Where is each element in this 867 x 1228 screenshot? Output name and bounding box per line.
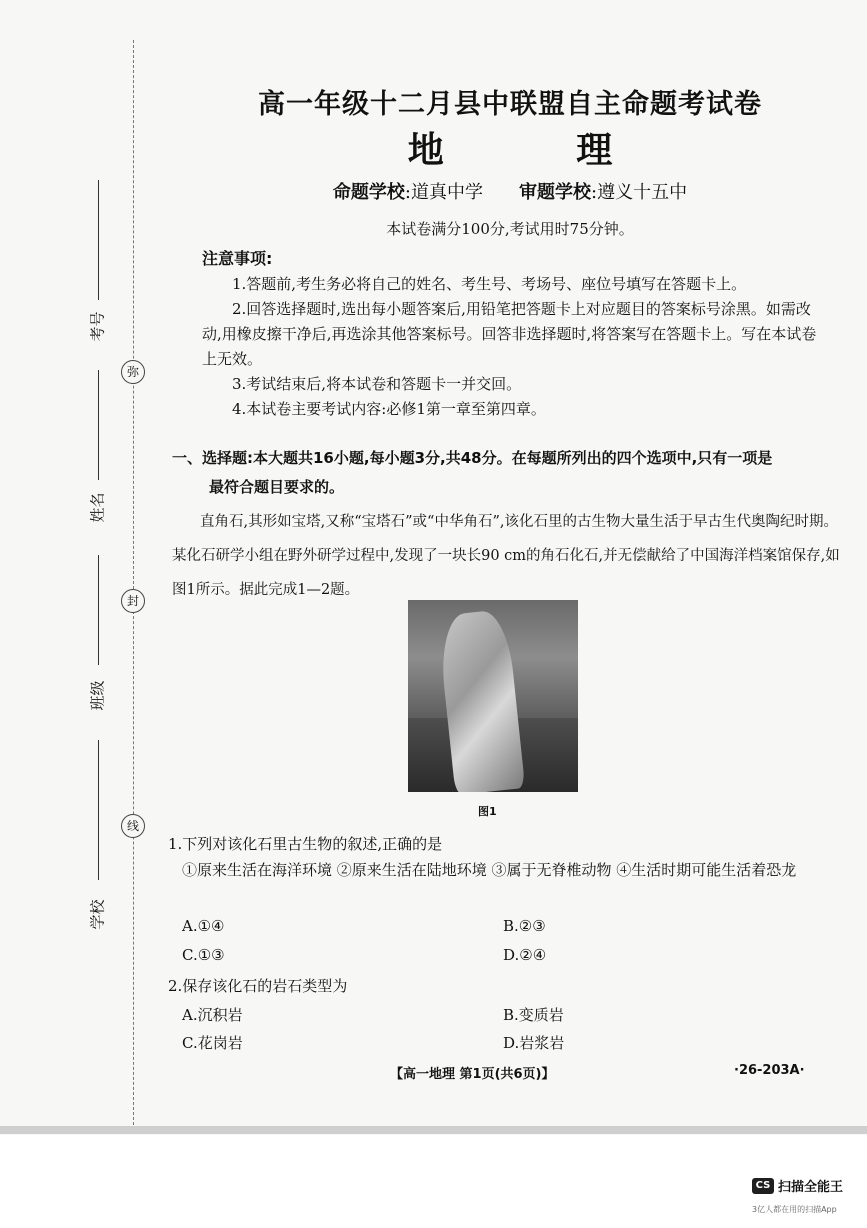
notice-item-1: 1.答题前,考生务必将自己的姓名、考生号、考场号、座位号填写在答题卡上。 — [232, 275, 747, 293]
question-1-option-d: D.②④ — [503, 946, 547, 964]
name-field — [98, 370, 99, 480]
reviewer-label: 审题学校 — [519, 182, 591, 203]
class-label: 班级 — [88, 680, 107, 711]
setter-label: 命题学校 — [332, 182, 405, 203]
camscanner-logo-icon: CS — [752, 1178, 774, 1194]
question-1-option-a: A.①④ — [182, 917, 225, 935]
notice-item-2: 2.回答选择题时,选出每小题答案后,用铅笔把答题卡上对应题目的答案标号涂黑。如需改动,用橡皮擦干净后,再选涂其他答案标号。回答非选择题时,将答案写在答题卡上。写在本试卷上无效。 — [202, 300, 817, 368]
question-2-option-c: C.花岗岩 — [182, 1034, 243, 1052]
question-2-option-a: A.沉积岩 — [182, 1006, 243, 1024]
notice-title: 注意事项: — [202, 249, 273, 268]
full-score-note: 本试卷满分100分,考试用时75分钟。 — [386, 220, 634, 238]
setter-school: :道真中学 — [404, 182, 483, 203]
school-label: 学校 — [88, 899, 107, 930]
section-heading — [172, 444, 840, 502]
exam-no-label: 考号 — [88, 311, 107, 342]
question-2-option-d: D.岩浆岩 — [503, 1034, 565, 1052]
exam-no-field — [98, 180, 99, 300]
seal-char-feng: 封 — [121, 589, 145, 613]
reading-passage: 直角石,其形如宝塔,又称“宝塔石”或“中华角石”,该化石里的古生物大量生活于早古生代奥陶纪时期。某化石研学小组在野外研学过程中,发现了一块长90 cm的角石化石,并无偿献给了中国海洋档案馆保存,如图1所示。据此完成1—2题。 — [172, 514, 840, 598]
school-field — [98, 740, 99, 880]
notice-item-4: 4.本试卷主要考试内容:必修1第一章至第四章。 — [232, 400, 546, 418]
name-label: 姓名 — [88, 492, 107, 523]
question-1-stem: 1.下列对该化石里古生物的叙述,正确的是 — [168, 835, 443, 853]
fossil-photo — [408, 600, 578, 792]
class-field — [98, 555, 99, 665]
question-2-stem: 2.保存该化石的岩石类型为 — [168, 977, 348, 995]
notice-item-3: 3.考试结束后,将本试卷和答题卡一并交回。 — [232, 375, 522, 393]
question-1-option-b: B.②③ — [503, 917, 546, 935]
section-heading-line1: 一、选择题:本大题共16小题,每小题3分,共48分。在每题所列出的四个选项中,只有一项是 — [172, 449, 773, 467]
school-info — [150, 178, 867, 204]
scanner-app-name: 扫描全能王 — [778, 1180, 844, 1195]
question-1-statements: ①原来生活在海洋环境 ②原来生活在陆地环境 ③属于无脊椎动物 ④生活时期可能生活着恐龙 — [182, 861, 797, 879]
seal-char-xian: 线 — [121, 814, 145, 838]
exam-title: 高一年级十二月县中联盟自主命题考试卷 — [258, 89, 762, 120]
scanner-tagline: 3亿人都在用的扫描App — [752, 1205, 837, 1214]
figure-caption: 图1 — [478, 805, 497, 818]
binding-line — [133, 40, 134, 1125]
page-bottom-edge — [0, 1126, 867, 1134]
question-2-option-b: B.变质岩 — [503, 1006, 564, 1024]
section-heading-line2: 最符合题目要求的。 — [209, 478, 345, 496]
seal-char-mi: 弥 — [121, 360, 145, 384]
question-1-option-c: C.①③ — [182, 946, 225, 964]
paper-code: ·26-203A· — [734, 1063, 805, 1078]
page-footer: 【高一地理 第1页(共6页)】 — [390, 1067, 555, 1082]
subject-title: 地 理 — [407, 130, 673, 171]
reviewer-school: :遵义十五中 — [591, 182, 688, 203]
